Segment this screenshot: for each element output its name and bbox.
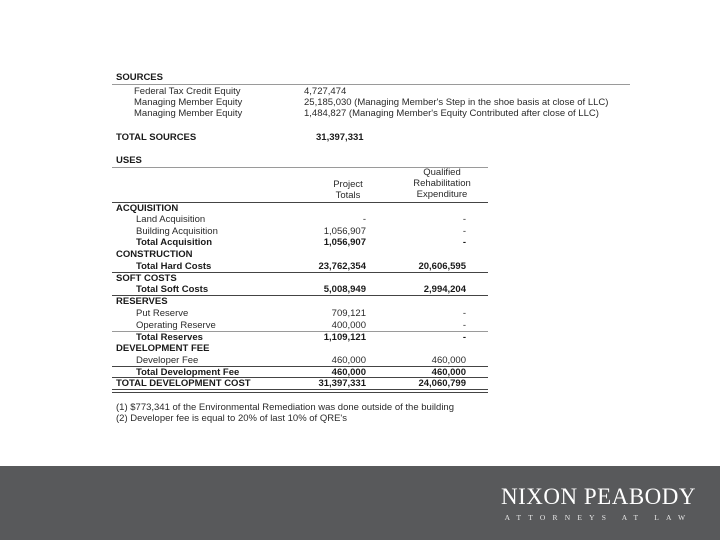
section-rule bbox=[112, 295, 488, 296]
construction-heading: CONSTRUCTION bbox=[116, 249, 193, 260]
brand-name: NIXON PEABODY bbox=[501, 484, 696, 509]
row-project: - bbox=[362, 214, 366, 225]
row-project: 23,762,354 bbox=[318, 261, 366, 272]
reserves-heading: RESERVES bbox=[116, 296, 168, 307]
col-qre-header-1: Qualified bbox=[423, 167, 461, 178]
sources-rule bbox=[112, 84, 630, 85]
row-qre: 20,606,595 bbox=[418, 261, 466, 272]
row-label: Put Reserve bbox=[136, 308, 189, 319]
row-project: 400,000 bbox=[331, 320, 366, 331]
row-label: Total Reserves bbox=[136, 332, 203, 343]
col-project-header-2: Totals bbox=[335, 190, 361, 201]
row-qre: 2,994,204 bbox=[423, 284, 466, 295]
row-label: Total Soft Costs bbox=[136, 284, 209, 295]
source-label: Federal Tax Credit Equity bbox=[134, 86, 241, 97]
row-qre: - bbox=[462, 308, 466, 319]
row-qre: - bbox=[462, 226, 466, 237]
grand-total-rule bbox=[112, 389, 488, 390]
row-qre: - bbox=[462, 332, 466, 343]
source-value: 25,185,030 (Managing Member's Step in the shoe basis at close of LLC) bbox=[304, 97, 609, 108]
source-value: 4,727,474 bbox=[304, 86, 347, 97]
uses-heading: USES bbox=[116, 155, 142, 166]
sources-heading: SOURCES bbox=[116, 72, 163, 83]
row-label: Total Development Fee bbox=[136, 367, 240, 378]
brand-tagline: ATTORNEYS AT LAW bbox=[504, 513, 693, 522]
grand-total-double-rule bbox=[112, 392, 488, 393]
row-qre: 460,000 bbox=[431, 367, 466, 378]
row-label: Total Acquisition bbox=[136, 237, 212, 248]
footnote: (1) $773,341 of the Environmental Remediation was done outside of the building bbox=[116, 402, 454, 413]
row-project: 460,000 bbox=[331, 367, 366, 378]
grand-total-project: 31,397,331 bbox=[318, 378, 366, 389]
footnote: (2) Developer fee is equal to 20% of last 10% of QRE's bbox=[116, 413, 347, 424]
acquisition-heading: ACQUISITION bbox=[116, 203, 179, 214]
row-label: Operating Reserve bbox=[136, 320, 216, 331]
development-fee-heading: DEVELOPMENT FEE bbox=[116, 343, 210, 354]
grand-total-label: TOTAL DEVELOPMENT COST bbox=[116, 378, 251, 389]
soft-costs-heading: SOFT COSTS bbox=[116, 273, 177, 284]
row-label: Building Acquisition bbox=[136, 226, 218, 237]
col-qre-header-3: Expenditure bbox=[416, 189, 468, 200]
col-qre-header-2: Rehabilitation bbox=[413, 178, 471, 189]
row-qre: - bbox=[462, 320, 466, 331]
row-qre: 460,000 bbox=[431, 355, 466, 366]
row-qre: - bbox=[462, 237, 466, 248]
row-label: Land Acquisition bbox=[136, 214, 206, 225]
source-value: 1,484,827 (Managing Member's Equity Contributed after close of LLC) bbox=[304, 108, 599, 119]
source-label: Managing Member Equity bbox=[134, 97, 243, 108]
total-sources-value: 31,397,331 bbox=[316, 132, 364, 143]
row-project: 1,109,121 bbox=[323, 332, 366, 343]
row-project: 460,000 bbox=[331, 355, 366, 366]
row-project: 5,008,949 bbox=[323, 284, 366, 295]
grand-total-qre: 24,060,799 bbox=[418, 378, 466, 389]
row-project: 1,056,907 bbox=[323, 226, 366, 237]
brand-logo bbox=[501, 485, 696, 523]
col-project-header-1: Project bbox=[333, 179, 363, 190]
row-project: 1,056,907 bbox=[323, 237, 366, 248]
total-sources-label: TOTAL SOURCES bbox=[116, 132, 197, 143]
source-label: Managing Member Equity bbox=[134, 108, 243, 119]
row-label: Developer Fee bbox=[136, 355, 199, 366]
row-project: 709,121 bbox=[331, 308, 366, 319]
row-qre: - bbox=[462, 214, 466, 225]
row-label: Total Hard Costs bbox=[136, 261, 212, 272]
